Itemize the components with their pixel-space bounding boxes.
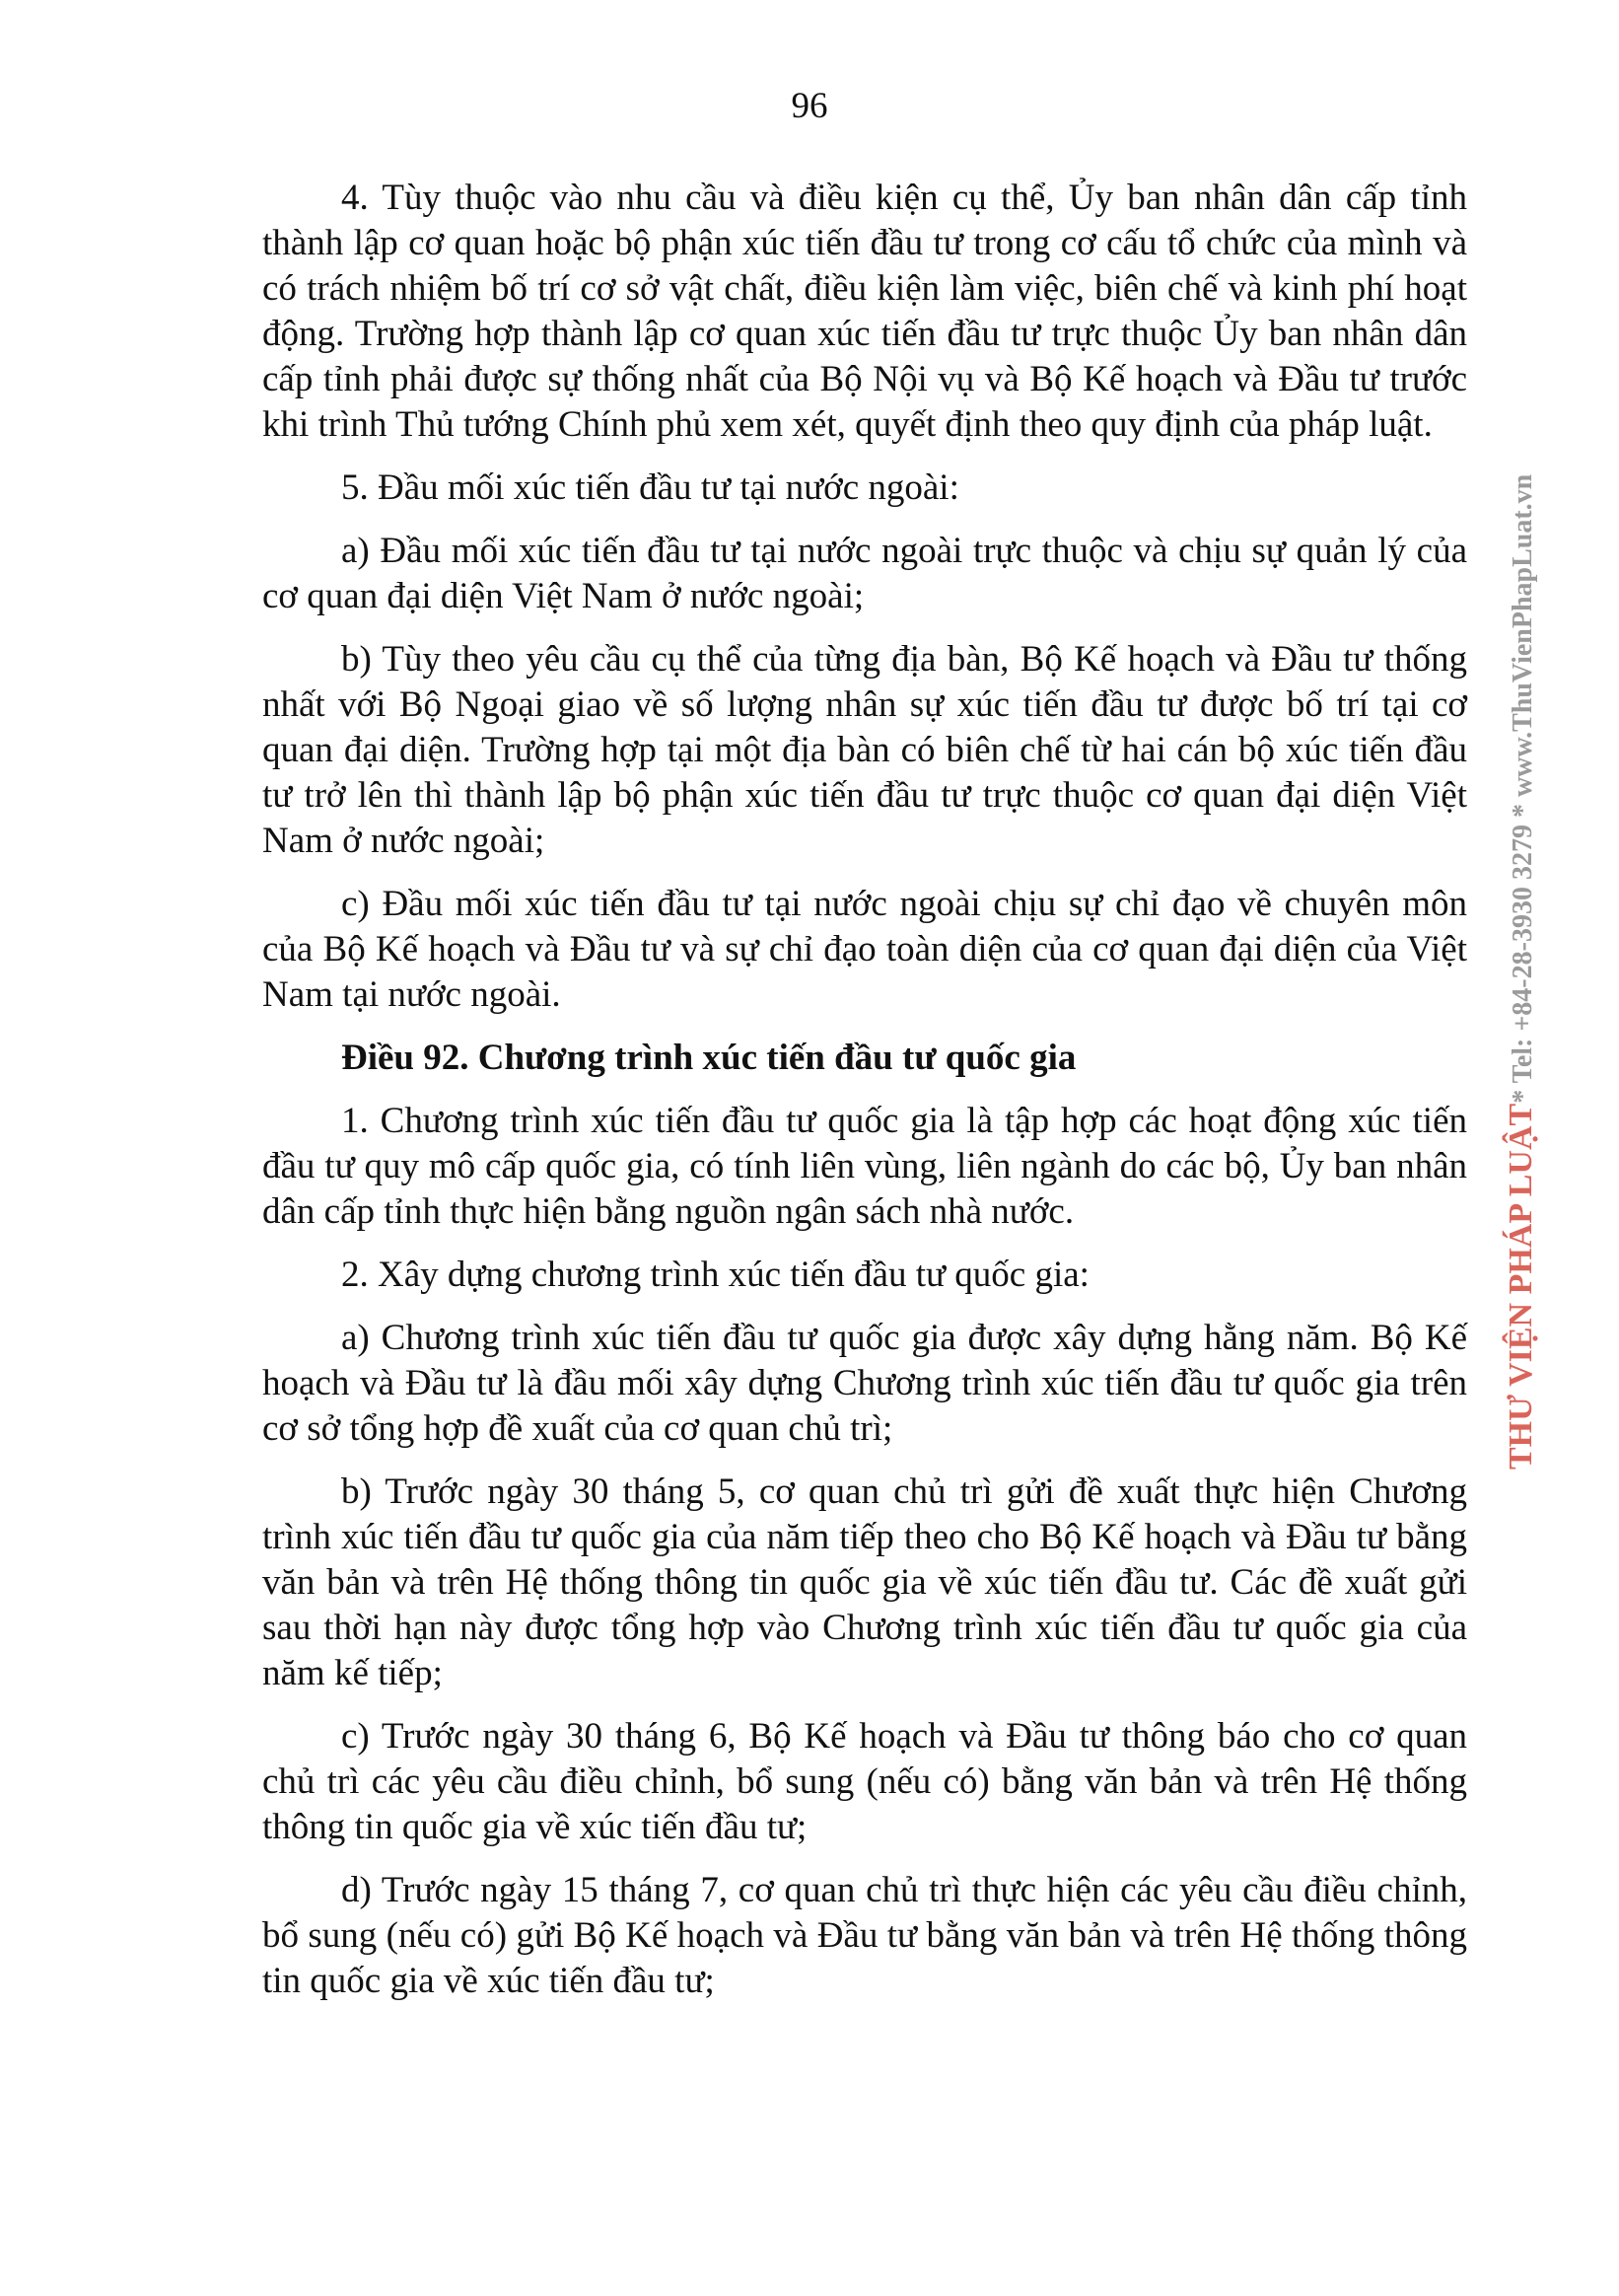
paragraph-article-92-clause-2a: a) Chương trình xúc tiến đầu tư quốc gia được xây dựng hằng năm. Bộ Kế hoạch và Đầu tư là đầu mối xây dựng Chương trình xúc tiến đầu tư quốc gia trên cơ sở tổng hợp đề xuất của cơ quan chủ trì; [262, 1318, 1467, 1449]
watermark-contact: * Tel: +84-28-3930 3279 * www.ThuVienPhapLuat.vn [1508, 473, 1538, 1104]
paragraph-clause-5c: c) Đầu mối xúc tiến đầu tư tại nước ngoài chịu sự chỉ đạo về chuyên môn của Bộ Kế hoạch và Đầu tư và sự chỉ đạo toàn diện của cơ quan đại diện của Việt Nam tại nước ngoài. [262, 884, 1467, 1015]
paragraph-clause-5b: b) Tùy theo yêu cầu cụ thể của từng địa bàn, Bộ Kế hoạch và Đầu tư thống nhất với Bộ Ngoại giao về số lượng nhân sự xúc tiến đầu tư được bố trí tại cơ quan đại diện. Trường hợp tại một địa bàn có biên chế từ hai cán bộ xúc tiến đầu tư trở lên thì thành lập bộ phận xúc tiến đầu tư trực thuộc cơ quan đại diện Việt Nam ở nước ngoài; [262, 639, 1467, 861]
watermark-brand: THƯ VIỆN PHÁP LUẬT [1503, 1103, 1539, 1470]
side-watermark [1503, 474, 1540, 1470]
paragraph-clause-5: 5. Đầu mối xúc tiến đầu tư tại nước ngoài: [341, 467, 959, 508]
document-body [262, 176, 1467, 2022]
article-92-heading: Điều 92. Chương trình xúc tiến đầu tư quốc gia [341, 1038, 1077, 1078]
paragraph-article-92-clause-2: 2. Xây dựng chương trình xúc tiến đầu tư quốc gia: [341, 1255, 1090, 1295]
paragraph-clause-5a: a) Đầu mối xúc tiến đầu tư tại nước ngoài trực thuộc và chịu sự quản lý của cơ quan đại diện Việt Nam ở nước ngoài; [262, 531, 1467, 616]
paragraph-article-92-clause-2b: b) Trước ngày 30 tháng 5, cơ quan chủ trì gửi đề xuất thực hiện Chương trình xúc tiến đầu tư quốc gia của năm tiếp theo cho Bộ Kế hoạch và Đầu tư bằng văn bản và trên Hệ thống thông tin quốc gia về xúc tiến đầu tư. Các đề xuất gửi sau thời hạn này được tổng hợp vào Chương trình xúc tiến đầu tư quốc gia của năm kế tiếp; [262, 1471, 1467, 1693]
paragraph-article-92-clause-1: 1. Chương trình xúc tiến đầu tư quốc gia là tập hợp các hoạt động xúc tiến đầu tư quy mô cấp quốc gia, có tính liên vùng, liên ngành do các bộ, Ủy ban nhân dân cấp tỉnh thực hiện bằng nguồn ngân sách nhà nước. [262, 1101, 1467, 1232]
paragraph-clause-4: 4. Tùy thuộc vào nhu cầu và điều kiện cụ thể, Ủy ban nhân dân cấp tỉnh thành lập cơ quan hoặc bộ phận xúc tiến đầu tư trong cơ cấu tổ chức của mình và có trách nhiệm bố trí cơ sở vật chất, điều kiện làm việc, biên chế và kinh phí hoạt động. Trường hợp thành lập cơ quan xúc tiến đầu tư trực thuộc Ủy ban nhân dân cấp tỉnh phải được sự thống nhất của Bộ Nội vụ và Bộ Kế hoạch và Đầu tư trước khi trình Thủ tướng Chính phủ xem xét, quyết định theo quy định của pháp luật. [262, 178, 1467, 445]
paragraph-article-92-clause-2d: d) Trước ngày 15 tháng 7, cơ quan chủ trì thực hiện các yêu cầu điều chỉnh, bổ sung (nếu có) gửi Bộ Kế hoạch và Đầu tư bằng văn bản và trên Hệ thống thông tin quốc gia về xúc tiến đầu tư; [262, 1870, 1467, 2001]
paragraph-article-92-clause-2c: c) Trước ngày 30 tháng 6, Bộ Kế hoạch và Đầu tư thông báo cho cơ quan chủ trì các yêu cầu điều chỉnh, bổ sung (nếu có) bằng văn bản và trên Hệ thống thông tin quốc gia về xúc tiến đầu tư; [262, 1716, 1467, 1847]
page-number: 96 [791, 86, 828, 126]
